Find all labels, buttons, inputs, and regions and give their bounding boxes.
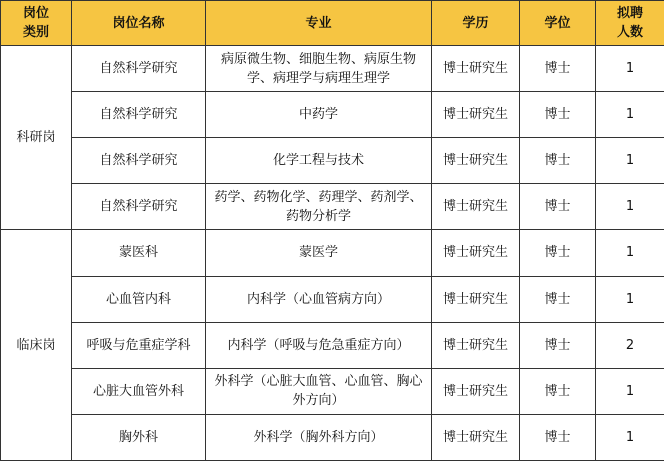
position-name-cell: 自然科学研究	[72, 138, 206, 184]
education-cell: 博士研究生	[432, 368, 520, 414]
major-cell: 病原微生物、细胞生物、病原生物学、病理学与病理生理学	[206, 46, 432, 92]
position-name-cell: 自然科学研究	[72, 46, 206, 92]
education-cell: 博士研究生	[432, 230, 520, 276]
table-row	[1, 322, 664, 368]
degree-cell: 博士	[520, 230, 596, 276]
position-name-cell: 自然科学研究	[72, 184, 206, 230]
degree-cell: 博士	[520, 276, 596, 322]
degree-cell: 博士	[520, 46, 596, 92]
header-degree: 学位	[520, 1, 596, 46]
education-cell: 博士研究生	[432, 92, 520, 138]
header-major: 专业	[206, 1, 432, 46]
table-row	[1, 184, 664, 230]
count-cell: 1	[596, 414, 664, 460]
position-name-cell: 心脏大血管外科	[72, 368, 206, 414]
count-cell: 1	[596, 276, 664, 322]
degree-cell: 博士	[520, 322, 596, 368]
table-row	[1, 46, 664, 92]
table-row	[1, 230, 664, 276]
education-cell: 博士研究生	[432, 46, 520, 92]
major-cell: 内科学（呼吸与危急重症方向）	[206, 322, 432, 368]
table-row	[1, 368, 664, 414]
major-cell: 外科学（胸外科方向）	[206, 414, 432, 460]
table-header	[1, 1, 664, 46]
major-cell: 蒙医学	[206, 230, 432, 276]
position-name-cell: 自然科学研究	[72, 92, 206, 138]
header-row	[1, 1, 664, 46]
header-position-name: 岗位名称	[72, 1, 206, 46]
degree-cell: 博士	[520, 184, 596, 230]
position-name-cell: 呼吸与危重症学科	[72, 322, 206, 368]
degree-cell: 博士	[520, 414, 596, 460]
position-name-cell: 胸外科	[72, 414, 206, 460]
header-category: 岗位 类别	[1, 1, 72, 46]
degree-cell: 博士	[520, 368, 596, 414]
table-row	[1, 414, 664, 460]
education-cell: 博士研究生	[432, 414, 520, 460]
education-cell: 博士研究生	[432, 276, 520, 322]
count-cell: 1	[596, 368, 664, 414]
education-cell: 博士研究生	[432, 322, 520, 368]
major-cell: 药学、药物化学、药理学、药剂学、药物分析学	[206, 184, 432, 230]
major-cell: 内科学（心血管病方向）	[206, 276, 432, 322]
major-cell: 外科学（心脏大血管、心血管、胸心外方向）	[206, 368, 432, 414]
count-cell: 1	[596, 230, 664, 276]
education-cell: 博士研究生	[432, 138, 520, 184]
table-row	[1, 276, 664, 322]
position-name-cell: 蒙医科	[72, 230, 206, 276]
count-cell: 1	[596, 46, 664, 92]
education-cell: 博士研究生	[432, 184, 520, 230]
count-cell: 2	[596, 322, 664, 368]
major-cell: 中药学	[206, 92, 432, 138]
count-cell: 1	[596, 184, 664, 230]
table-body	[1, 46, 664, 461]
header-count: 拟聘 人数	[596, 1, 664, 46]
count-cell: 1	[596, 92, 664, 138]
category-cell: 临床岗	[1, 230, 72, 461]
category-cell: 科研岗	[1, 46, 72, 230]
header-education: 学历	[432, 1, 520, 46]
count-cell: 1	[596, 138, 664, 184]
position-name-cell: 心血管内科	[72, 276, 206, 322]
major-cell: 化学工程与技术	[206, 138, 432, 184]
degree-cell: 博士	[520, 92, 596, 138]
degree-cell: 博士	[520, 138, 596, 184]
table-row	[1, 138, 664, 184]
table-row	[1, 92, 664, 138]
